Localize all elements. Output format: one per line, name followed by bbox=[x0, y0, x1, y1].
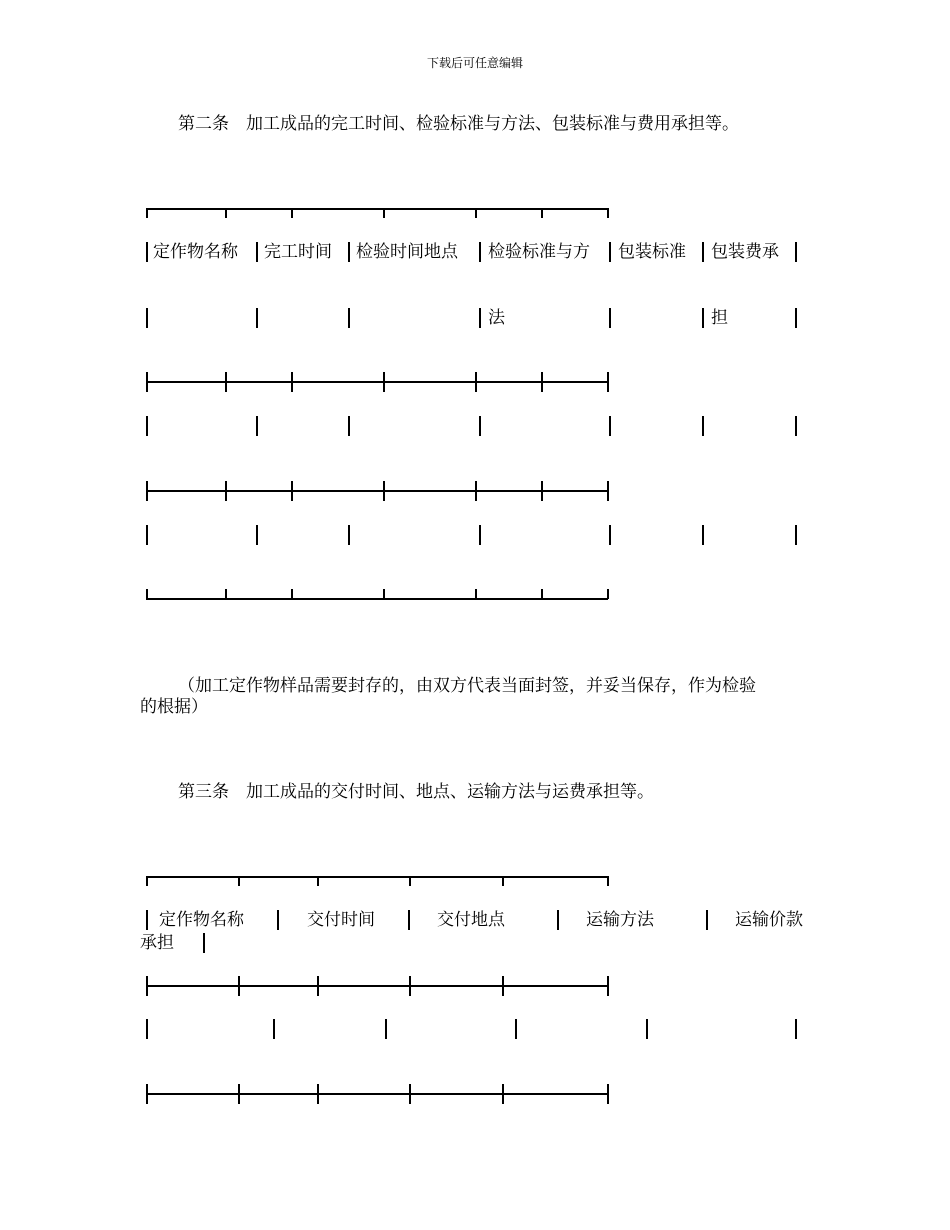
cell-separator bbox=[256, 308, 258, 328]
cell-separator bbox=[706, 910, 708, 930]
table-tick bbox=[541, 372, 543, 392]
table-tick bbox=[541, 481, 543, 501]
cell-separator bbox=[702, 308, 704, 328]
table-tick bbox=[541, 589, 543, 599]
article-2-note-line1: （加工定作物样品需要封存的，由双方代表当面封签，并妥当保存，作为检验 bbox=[178, 676, 756, 696]
table-tick bbox=[541, 208, 543, 218]
table-rule bbox=[146, 876, 608, 878]
column-header: 定作物名称 bbox=[153, 242, 238, 262]
column-header: 检验时间地点 bbox=[356, 242, 458, 262]
table-tick bbox=[146, 1084, 148, 1104]
cell-separator bbox=[348, 242, 350, 262]
cell-separator bbox=[479, 308, 481, 328]
column-header-wrap: 担 bbox=[711, 308, 728, 328]
cell-separator bbox=[348, 308, 350, 328]
table-tick bbox=[502, 976, 504, 996]
table-tick bbox=[238, 876, 240, 886]
table-tick bbox=[409, 1084, 411, 1104]
table-tick bbox=[475, 208, 477, 218]
cell-separator bbox=[256, 242, 258, 262]
cell-separator bbox=[795, 242, 797, 262]
table-tick bbox=[607, 976, 609, 996]
page-header: 下载后可任意编辑 bbox=[427, 56, 524, 70]
column-header: 包装费承 bbox=[711, 242, 779, 262]
table-tick bbox=[225, 208, 227, 218]
cell-separator bbox=[277, 910, 279, 930]
cell-separator bbox=[385, 1019, 387, 1039]
table-tick bbox=[291, 481, 293, 501]
cell-separator bbox=[348, 416, 350, 436]
cell-separator bbox=[609, 242, 611, 262]
column-header: 完工时间 bbox=[264, 242, 332, 262]
article-2-note-line2: 的根据） bbox=[140, 697, 208, 717]
table-tick bbox=[317, 976, 319, 996]
table-tick bbox=[409, 976, 411, 996]
cell-separator bbox=[146, 308, 148, 328]
table-tick bbox=[291, 589, 293, 599]
table-tick bbox=[225, 372, 227, 392]
column-header: 运输价款 bbox=[735, 910, 803, 930]
cell-separator bbox=[256, 416, 258, 436]
article-2-title: 第二条 加工成品的完工时间、检验标准与方法、包装标准与费用承担等。 bbox=[178, 114, 739, 134]
cell-separator bbox=[795, 525, 797, 545]
table-rule bbox=[146, 490, 608, 492]
table-tick bbox=[607, 1084, 609, 1104]
table-tick bbox=[475, 372, 477, 392]
cell-separator bbox=[702, 416, 704, 436]
cell-separator bbox=[408, 910, 410, 930]
table-rule bbox=[146, 381, 608, 383]
cell-separator bbox=[702, 525, 704, 545]
table-tick bbox=[146, 589, 148, 599]
article-3-title: 第三条 加工成品的交付时间、地点、运输方法与运费承担等。 bbox=[178, 782, 654, 802]
cell-separator bbox=[479, 416, 481, 436]
table-tick bbox=[238, 976, 240, 996]
cell-separator bbox=[203, 933, 205, 953]
table-tick bbox=[607, 481, 609, 501]
cell-separator bbox=[609, 416, 611, 436]
table-tick bbox=[146, 976, 148, 996]
table-tick bbox=[317, 876, 319, 886]
table-tick bbox=[607, 876, 609, 886]
table-tick bbox=[475, 589, 477, 599]
column-header: 运输方法 bbox=[586, 910, 654, 930]
table-tick bbox=[225, 481, 227, 501]
cell-separator bbox=[795, 308, 797, 328]
cell-separator bbox=[515, 1019, 517, 1039]
table-tick bbox=[607, 589, 609, 599]
table-tick bbox=[607, 208, 609, 218]
column-header: 定作物名称 bbox=[159, 910, 244, 930]
table-tick bbox=[146, 208, 148, 218]
table-tick bbox=[146, 372, 148, 392]
table-tick bbox=[146, 481, 148, 501]
table-tick bbox=[475, 481, 477, 501]
table-tick bbox=[409, 876, 411, 886]
table-tick bbox=[502, 876, 504, 886]
cell-separator bbox=[795, 416, 797, 436]
cell-separator bbox=[273, 1019, 275, 1039]
cell-separator bbox=[702, 242, 704, 262]
column-header: 检验标准与方 bbox=[488, 242, 590, 262]
table-tick bbox=[502, 1084, 504, 1104]
cell-separator bbox=[146, 910, 148, 930]
cell-separator bbox=[479, 242, 481, 262]
table-tick bbox=[383, 589, 385, 599]
table-tick bbox=[383, 208, 385, 218]
table-rule bbox=[146, 1093, 608, 1095]
table-tick bbox=[225, 589, 227, 599]
column-header-wrap: 承担 bbox=[140, 933, 174, 953]
cell-separator bbox=[609, 525, 611, 545]
table-rule bbox=[146, 985, 608, 987]
table-rule bbox=[146, 208, 608, 210]
cell-separator bbox=[609, 308, 611, 328]
cell-separator bbox=[146, 416, 148, 436]
table-tick bbox=[238, 1084, 240, 1104]
cell-separator bbox=[146, 1019, 148, 1039]
table-rule bbox=[146, 598, 608, 600]
cell-separator bbox=[646, 1019, 648, 1039]
column-header: 交付时间 bbox=[307, 910, 375, 930]
cell-separator bbox=[146, 242, 148, 262]
column-header: 包装标准 bbox=[618, 242, 686, 262]
cell-separator bbox=[256, 525, 258, 545]
table-tick bbox=[146, 876, 148, 886]
cell-separator bbox=[348, 525, 350, 545]
cell-separator bbox=[146, 525, 148, 545]
table-tick bbox=[607, 372, 609, 392]
table-tick bbox=[291, 372, 293, 392]
cell-separator bbox=[479, 525, 481, 545]
table-tick bbox=[291, 208, 293, 218]
table-tick bbox=[317, 1084, 319, 1104]
table-tick bbox=[383, 372, 385, 392]
column-header: 交付地点 bbox=[437, 910, 505, 930]
cell-separator bbox=[795, 1019, 797, 1039]
cell-separator bbox=[557, 910, 559, 930]
column-header-wrap: 法 bbox=[488, 308, 505, 328]
table-tick bbox=[383, 481, 385, 501]
